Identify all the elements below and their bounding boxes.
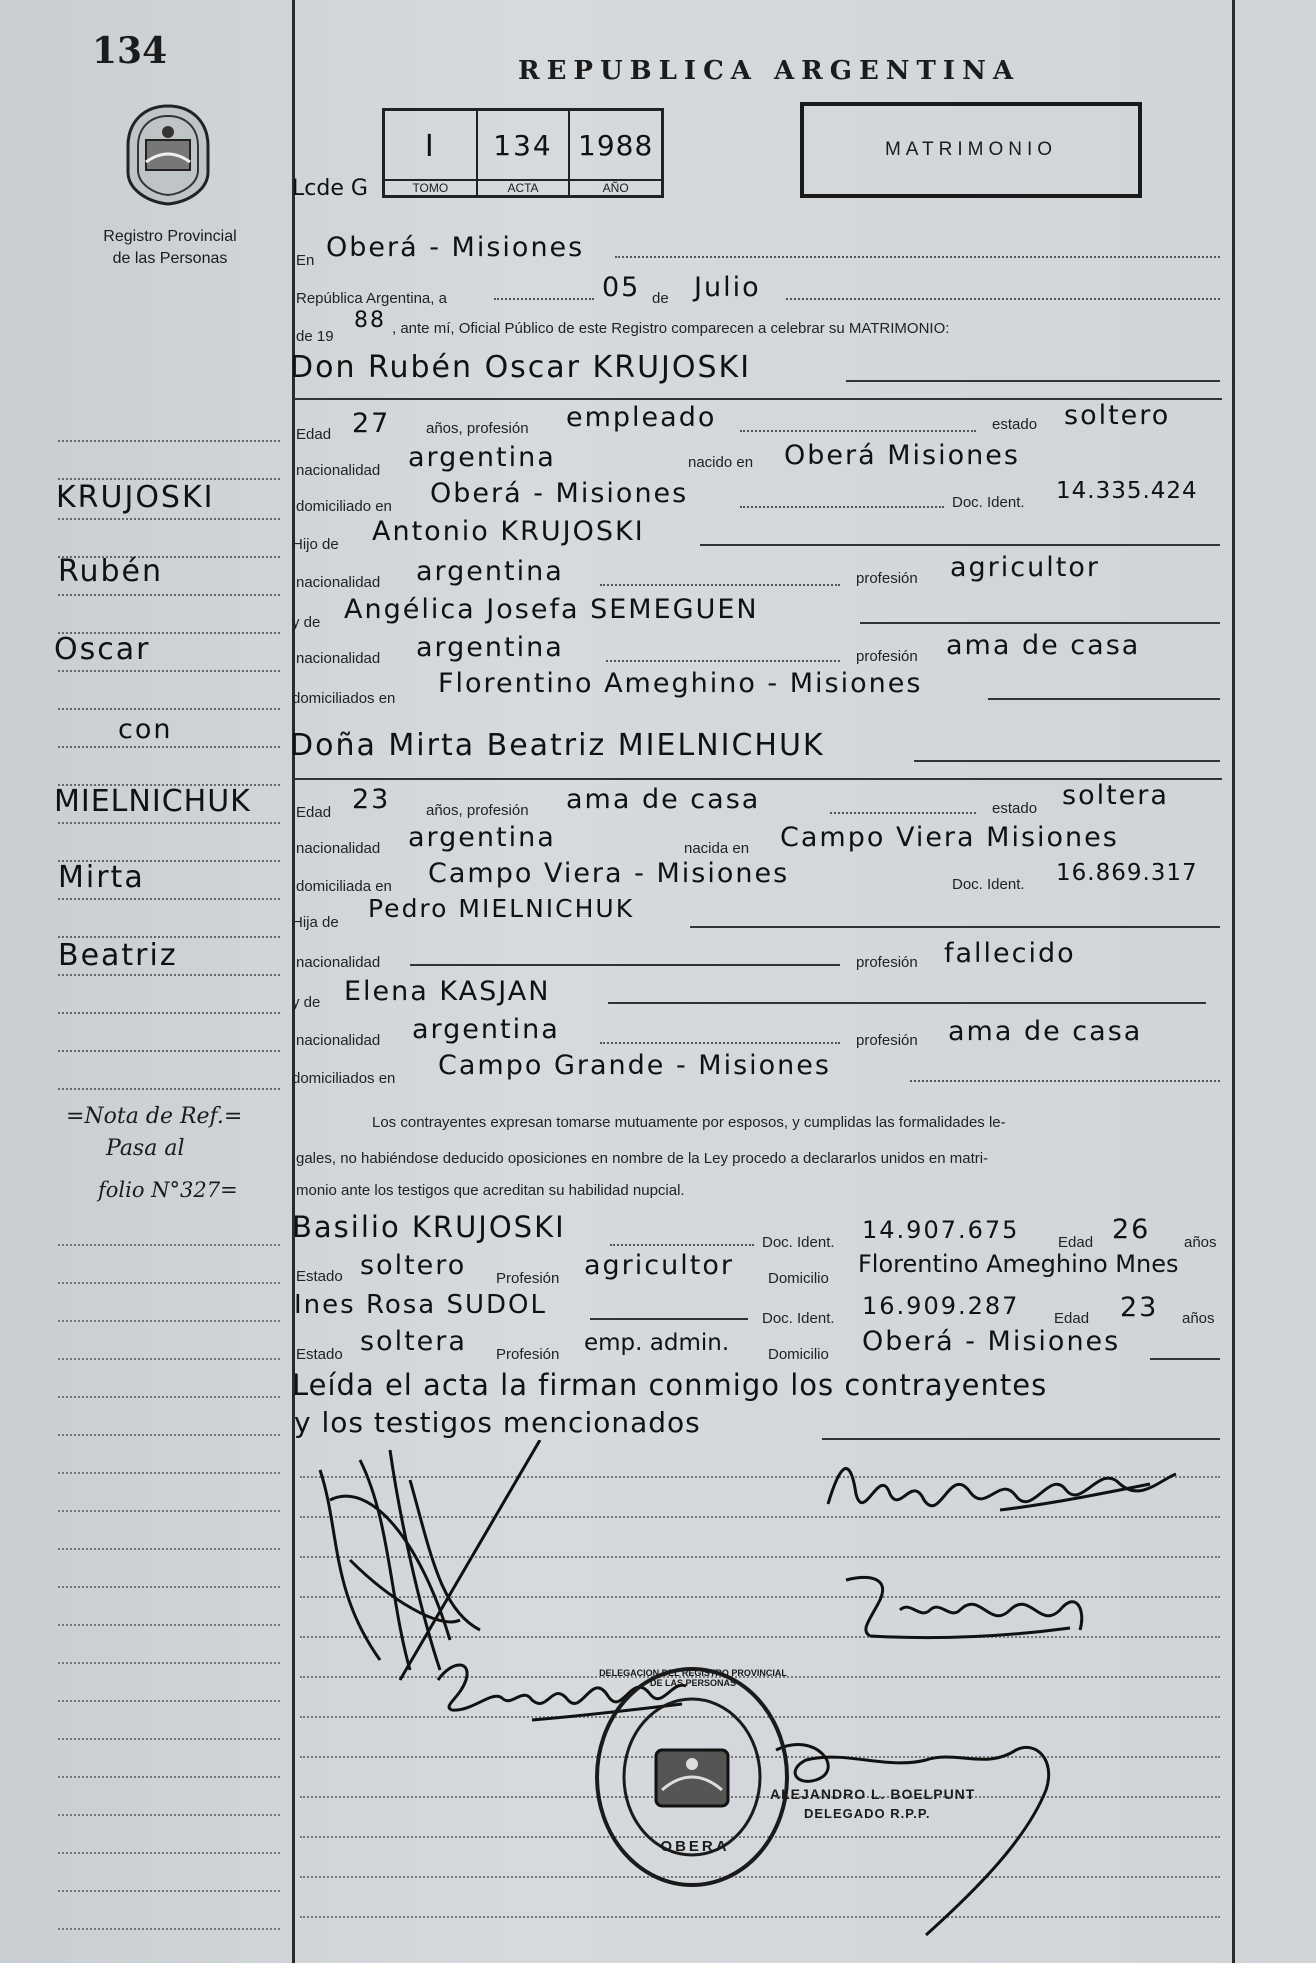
bride-nacida-label: nacida en: [684, 840, 750, 857]
groom-parents-dom-label: domiciliados en: [292, 690, 396, 707]
witness1-doc: 14.907.675: [862, 1216, 1020, 1244]
page-number: 134: [92, 30, 168, 72]
groom-nac: argentina: [408, 442, 556, 473]
de-label: de: [652, 290, 669, 307]
margin-note-lcde: Lcde G: [292, 176, 368, 201]
witness2-doc-label: Doc. Ident.: [762, 1310, 835, 1327]
margin-name-4: con: [118, 714, 173, 745]
witness2-name: Ines Rosa SUDOL: [294, 1290, 548, 1320]
bride-dom: Campo Viera - Misiones: [428, 858, 790, 889]
bride-estado-label: estado: [992, 800, 1038, 817]
witness2-doc: 16.909.287: [862, 1292, 1020, 1320]
witness2-anos-label: años: [1182, 1310, 1215, 1327]
bride-mother-prof: ama de casa: [948, 1016, 1143, 1047]
closing-line1: Leída el acta la firman conmigo los contrayentes: [292, 1368, 1048, 1402]
witness1-prof: agricultor: [584, 1250, 734, 1281]
bride-nac-label: nacionalidad: [296, 840, 381, 857]
groom-doc-label: Doc. Ident.: [952, 494, 1025, 511]
witness2-edad-label: Edad: [1054, 1310, 1090, 1327]
officer-signature: [756, 1730, 1076, 1940]
witness2-dom-label: Domicilio: [768, 1346, 829, 1363]
bride-mother-prof-label: profesión: [856, 1032, 918, 1049]
groom-mother-prof-label: profesión: [856, 648, 918, 665]
witness2-signature: [840, 1570, 1100, 1650]
witness1-dom: Florentino Ameghino Mnes: [858, 1250, 1179, 1278]
groom-mother-nac-label: nacionalidad: [296, 650, 381, 667]
bride-age: 23: [352, 784, 391, 815]
margin-name-1: KRUJOSKI: [56, 480, 215, 515]
bride-nacida: Campo Viera Misiones: [780, 822, 1119, 853]
bride-years-label: años, profesión: [426, 802, 529, 819]
left-border: [292, 0, 295, 1963]
margin-name-3: Oscar: [54, 632, 151, 667]
margin-note-line1: =Nota de Ref.=: [66, 1104, 243, 1129]
groom-age: 27: [352, 408, 391, 439]
republica-label: República Argentina, a: [296, 290, 447, 307]
stamp-outer-text: DELEGACION DEL REGISTRO PROVINCIAL DE LAS PERSONAS: [599, 1668, 787, 1688]
bride-father: Pedro MIELNICHUK: [368, 894, 635, 923]
bride-mother-nac-label: nacionalidad: [296, 1032, 381, 1049]
witness1-name: Basilio KRUJOSKI: [292, 1210, 566, 1244]
acta-label: ACTA: [478, 179, 569, 195]
declaration-line3: monio ante los testigos que acreditan su habilidad nupcial.: [296, 1182, 685, 1199]
witness1-estado: soltero: [360, 1250, 467, 1281]
margin-name-5: MIELNICHUK: [54, 784, 251, 819]
witness1-doc-label: Doc. Ident.: [762, 1234, 835, 1251]
witness1-prof-label: Profesión: [496, 1270, 560, 1287]
margin-name-7: Beatriz: [58, 938, 178, 973]
groom-father-nac-label: nacionalidad: [296, 574, 381, 591]
bride-age-label: Edad: [296, 804, 332, 821]
groom-yde-label: y de: [292, 614, 321, 631]
bride-mother: Elena KASJAN: [344, 976, 551, 1007]
year-suffix: 88: [354, 308, 386, 333]
groom-father-prof: agricultor: [950, 552, 1100, 583]
groom-estado: soltero: [1064, 400, 1171, 431]
bride-hija-label: Hija de: [292, 914, 339, 931]
witness2-prof: emp. admin.: [584, 1330, 730, 1356]
bride-father-prof: fallecido: [944, 938, 1076, 969]
declaration-line2: gales, no habiéndose deducido oposiciones en nombre de la Ley procedo a declararlos unidos en matri-: [296, 1150, 989, 1167]
groom-father-prof-label: profesión: [856, 570, 918, 587]
acta-cell: [478, 111, 571, 195]
declaration-line1: Los contrayentes expresan tomarse mutuamente por esposos, y cumplidas las formalidades le-: [372, 1114, 1006, 1131]
groom-age-label: Edad: [296, 426, 332, 443]
acta-value: 134: [493, 129, 553, 162]
bride-signature: [820, 1444, 1180, 1534]
year-prefix: de 19: [296, 328, 334, 345]
bride-nac: argentina: [408, 822, 556, 853]
registry-name-line1: Registro Provincial: [103, 228, 237, 245]
tomo-value: I: [424, 129, 436, 164]
registry-name-line2: de las Personas: [112, 250, 228, 267]
groom-father: Antonio KRUJOSKI: [372, 516, 645, 547]
bride-estado: soltera: [1062, 780, 1169, 811]
groom-dom-label: domiciliado en: [296, 498, 392, 515]
provincial-seal-icon: [122, 102, 214, 208]
groom-mother-prof: ama de casa: [946, 630, 1141, 661]
bride-father-prof-label: profesión: [856, 954, 918, 971]
bride-mother-nac: argentina: [412, 1014, 560, 1045]
groom-profession: empleado: [566, 402, 717, 433]
officer-title-stamp: DELEGADO R.P.P.: [804, 1806, 931, 1821]
stamp-city-text: OBERA: [660, 1838, 730, 1855]
witness1-edad-label: Edad: [1058, 1234, 1094, 1251]
witness2-estado-label: Estado: [296, 1346, 343, 1363]
groom-nacido: Oberá Misiones: [784, 440, 1020, 471]
groom-hijo-label: Hijo de: [292, 536, 339, 553]
day: 05: [602, 272, 641, 303]
intro-text: , ante mí, Oficial Público de este Registro comparecen a celebrar su MATRIMONIO:: [392, 320, 950, 337]
witness2-estado: soltera: [360, 1326, 467, 1357]
country-title: REPUBLICA ARGENTINA: [518, 56, 1021, 86]
witness1-estado-label: Estado: [296, 1268, 343, 1285]
bride-father-nac-label: nacionalidad: [296, 954, 381, 971]
groom-estado-label: estado: [992, 416, 1038, 433]
witness2-age: 23: [1120, 1292, 1159, 1323]
margin-note-line3: folio N°327=: [98, 1178, 238, 1202]
groom-mother: Angélica Josefa SEMEGUEN: [344, 594, 759, 625]
groom-parents-dom: Florentino Ameghino - Misiones: [438, 668, 923, 699]
ano-value: 1988: [578, 129, 654, 162]
groom-dom: Oberá - Misiones: [430, 478, 689, 509]
official-stamp-icon: [592, 1664, 792, 1890]
tomo-label: TOMO: [385, 179, 476, 195]
bride-yde-label: y de: [292, 994, 321, 1011]
right-border: [1232, 0, 1235, 1963]
record-number-box: [382, 108, 664, 198]
witness1-age: 26: [1112, 1214, 1151, 1245]
groom-mother-nac: argentina: [416, 632, 564, 663]
witness2-prof-label: Profesión: [496, 1346, 560, 1363]
bride-doc-label: Doc. Ident.: [952, 876, 1025, 893]
bride-profession: ama de casa: [566, 784, 761, 815]
month: Julio: [694, 272, 761, 303]
record-type-box: [800, 102, 1142, 198]
margin-name-2: Rubén: [58, 554, 164, 589]
groom-father-nac: argentina: [416, 556, 564, 587]
bride-dom-label: domiciliada en: [296, 878, 392, 895]
tomo-cell: [385, 111, 478, 195]
margin-name-6: Mirta: [58, 860, 145, 895]
bride-doc: 16.869.317: [1056, 860, 1198, 886]
groom-nac-label: nacionalidad: [296, 462, 381, 479]
groom-nacido-label: nacido en: [688, 454, 754, 471]
groom-name: Don Rubén Oscar KRUJOSKI: [290, 350, 752, 385]
officer-name-stamp: ALEJANDRO L. BOELPUNT: [770, 1786, 976, 1802]
bride-parents-dom-label: domiciliados en: [292, 1070, 396, 1087]
margin-note-line2: Pasa al: [106, 1136, 185, 1161]
witness2-dom: Oberá - Misiones: [862, 1326, 1121, 1357]
bride-parents-dom: Campo Grande - Misiones: [438, 1050, 831, 1081]
groom-doc: 14.335.424: [1056, 478, 1198, 504]
bride-name: Doña Mirta Beatriz MIELNICHUK: [290, 728, 825, 763]
closing-line2: y los testigos mencionados: [294, 1406, 701, 1439]
en-label: En: [296, 252, 315, 269]
witness1-anos-label: años: [1184, 1234, 1217, 1251]
ano-label: AÑO: [570, 179, 661, 195]
witness1-dom-label: Domicilio: [768, 1270, 829, 1287]
ano-cell: [570, 111, 661, 195]
place: Oberá - Misiones: [326, 232, 585, 263]
groom-years-label: años, profesión: [426, 420, 529, 437]
record-type-label: MATRIMONIO: [884, 139, 1058, 160]
